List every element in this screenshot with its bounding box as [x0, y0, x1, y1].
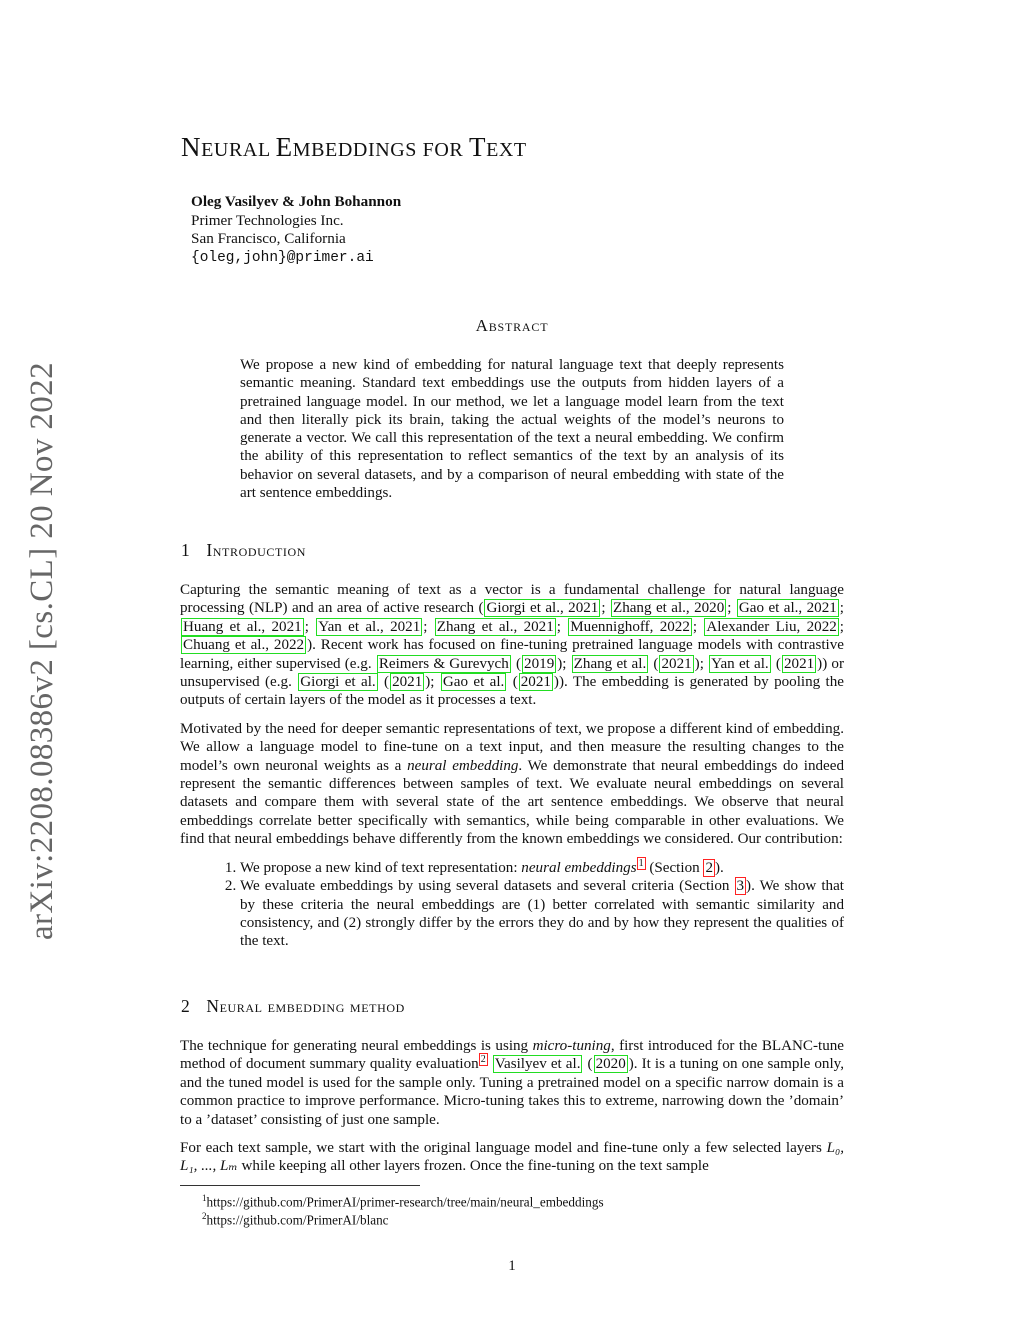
citation-link[interactable]: Chuang et al., 2022	[183, 637, 305, 654]
citation-link[interactable]: Yan et al., 2021	[318, 618, 421, 635]
paper-title: NEURAL EMBEDDINGS FOR TEXT	[181, 132, 527, 162]
intro-paragraph-2: Motivated by the need for deeper semantic representations of text, we propose a different kind of embedding. We allow a language model to fine-tune on a text input, and then measure the resulting changes to the model’s own neuronal weights as a neural embedding. We demonstrate that neural embeddings do indeed represent the semantic differences between samples of text. We evaluate neural embeddings on several datasets and compare them with several state of the art sentence embeddings. We observe that neural embeddings correlate better specifically with semantics, while being comparable in other evaluations. We find that neural embeddings behave differently from the known embeddings we considered. Our contribution:	[180, 720, 844, 848]
citation-link[interactable]: Giorgi et al.	[300, 674, 376, 691]
list-item: 1. We propose a new kind of text representation: neural embeddings $^1$ (Section 2 ).	[240, 859, 844, 877]
citation-link[interactable]: Alexander Liu, 2022	[706, 618, 837, 635]
intro-paragraph-1: Capturing the semantic meaning of text as a vector is a fundamental challenge for natural language processing (NLP) and an area of active research ( Giorgi et al., 2021 ; Zhang et al., 2020 ; Gao et al., 2021 ; Huang et al., 2021 ; Yan et al., 2021 ; Zhang et al., 2021 ; Muennighoff, 2022 ; Alexander Liu, 2022 ; Chuang et al., 2022 ). Recent work has focused on fine-tuning pretrained language models with contrastive learning, either supervised (e.g. Reimers & Gurevych ( 2019 ); Zhang et al. ( 2021 ); Yan et al. ( 2021 )) or unsupervised (e.g. Giorgi et al. ( 2021 ); Gao et al. ( 2021 )). The embedding is generated by pooling the outputs of certain layers of the model as it processes a text.	[180, 582, 844, 709]
footnote-url[interactable]: https://github.com/PrimerAI/blanc	[206, 1212, 389, 1228]
section-2-heading: 2 Neural embedding method	[181, 996, 405, 1016]
section-1-heading: 1 Introduction	[181, 540, 307, 560]
footnote-url[interactable]: https://github.com/PrimerAI/primer-research/tree/main/neural_embeddings	[206, 1194, 604, 1210]
footnote-2: $^2$https://github.com/PrimerAI/blanc	[202, 1211, 389, 1228]
layer-math: L₀, L₁, ..., Lₘ	[180, 1140, 844, 1175]
author-names: Oleg Vasilyev & John Bohannon	[191, 193, 402, 210]
footnote-ref-link[interactable]: 1	[638, 857, 644, 869]
citation-link[interactable]: Huang et al., 2021	[183, 618, 302, 635]
citation-year-link[interactable]: 2019	[524, 655, 555, 672]
citation-year-link[interactable]: 2021	[783, 655, 815, 672]
location: San Francisco, California	[191, 230, 346, 247]
section-ref-link[interactable]: 3	[736, 878, 745, 895]
citation-year-link[interactable]: 2021	[520, 674, 551, 691]
arxiv-identifier: arXiv:2208.08386v2 [cs.CL] 20 Nov 2022	[24, 362, 60, 940]
citation-year-link[interactable]: 2020	[595, 1056, 626, 1073]
citation-link[interactable]: Vasilyev et al.	[494, 1056, 581, 1073]
citation-link[interactable]: Zhang et al.	[573, 655, 647, 672]
citation-year-link[interactable]: 2021	[661, 655, 692, 672]
author-block	[191, 193, 401, 267]
section-1-body	[180, 581, 844, 951]
method-paragraph-1: The technique for generating neural embeddings is using micro-tuning, first introduced for the BLANC-tune method of document summary quality evaluation $^2$ Vasilyev et al. ( 2020 ). It is a tuning on one sample only, and the tuned model is used for the sample only. Tuning a pretrained model on a specific narrow domain is a common practice to improve performance. Micro-tuning takes this to extreme, narrowing down the ’domain’ to a ’dataset’ consisting of just one sample.	[180, 1038, 844, 1128]
citation-link[interactable]: Zhang et al., 2021	[436, 618, 554, 635]
citation-link[interactable]: Giorgi et al., 2021	[486, 600, 599, 617]
footnote-1: $^1$https://github.com/PrimerAI/primer-research/tree/main/neural_embeddings	[202, 1193, 604, 1210]
footnote-ref-link[interactable]: 2	[480, 1054, 486, 1066]
footnote-rule	[180, 1185, 420, 1186]
list-item: 2. We evaluate embeddings by using several datasets and several criteria (Section 3 ). We show that by these criteria the neural embeddings are (1) better correlated with semantic similarity and consistency, and (2) strongly differ by the errors they do and by how they represent the qualities of the text.	[240, 877, 844, 951]
page-number: 1	[508, 1258, 516, 1274]
citation-link[interactable]: Yan et al.	[711, 655, 769, 672]
citation-year-link[interactable]: 2021	[392, 674, 423, 691]
author-email: {oleg,john}@primer.ai	[191, 249, 374, 266]
citation-link[interactable]: Reimers & Gurevych	[378, 655, 509, 672]
contribution-list	[180, 859, 844, 951]
citation-link[interactable]: Gao et al.	[442, 674, 505, 691]
section-2-body	[180, 1037, 844, 1186]
citation-link[interactable]: Zhang et al., 2020	[612, 600, 725, 617]
section-ref-link[interactable]: 2	[705, 859, 713, 876]
affiliation: Primer Technologies Inc.	[191, 211, 344, 229]
abstract-heading: Abstract	[475, 316, 549, 335]
citation-link[interactable]: Gao et al., 2021	[738, 600, 837, 617]
citation-link[interactable]: Muennighoff, 2022	[570, 618, 690, 635]
method-paragraph-2: For each text sample, we start with the original language model and fine-tune only a few selected layers L₀, L₁, ..., Lₘ while keeping all other layers frozen. Once the fine-tuning on the text sample	[180, 1140, 844, 1175]
abstract-text: We propose a new kind of embedding for natural language text that deeply represents semantic meaning. Standard text embeddings use the outputs from hidden layers of a pretrained language model. In our method, we let a language model learn from the text and then literally pick its brain, taking the actual weights of the model’s neurons to generate a vector. We call this representation of the text a neural embedding. We confirm the ability of this representation to reflect semantics of the text by an analysis of its behavior on several datasets, and by a comparison of neural embedding with state of the art sentence embeddings.	[240, 357, 784, 502]
